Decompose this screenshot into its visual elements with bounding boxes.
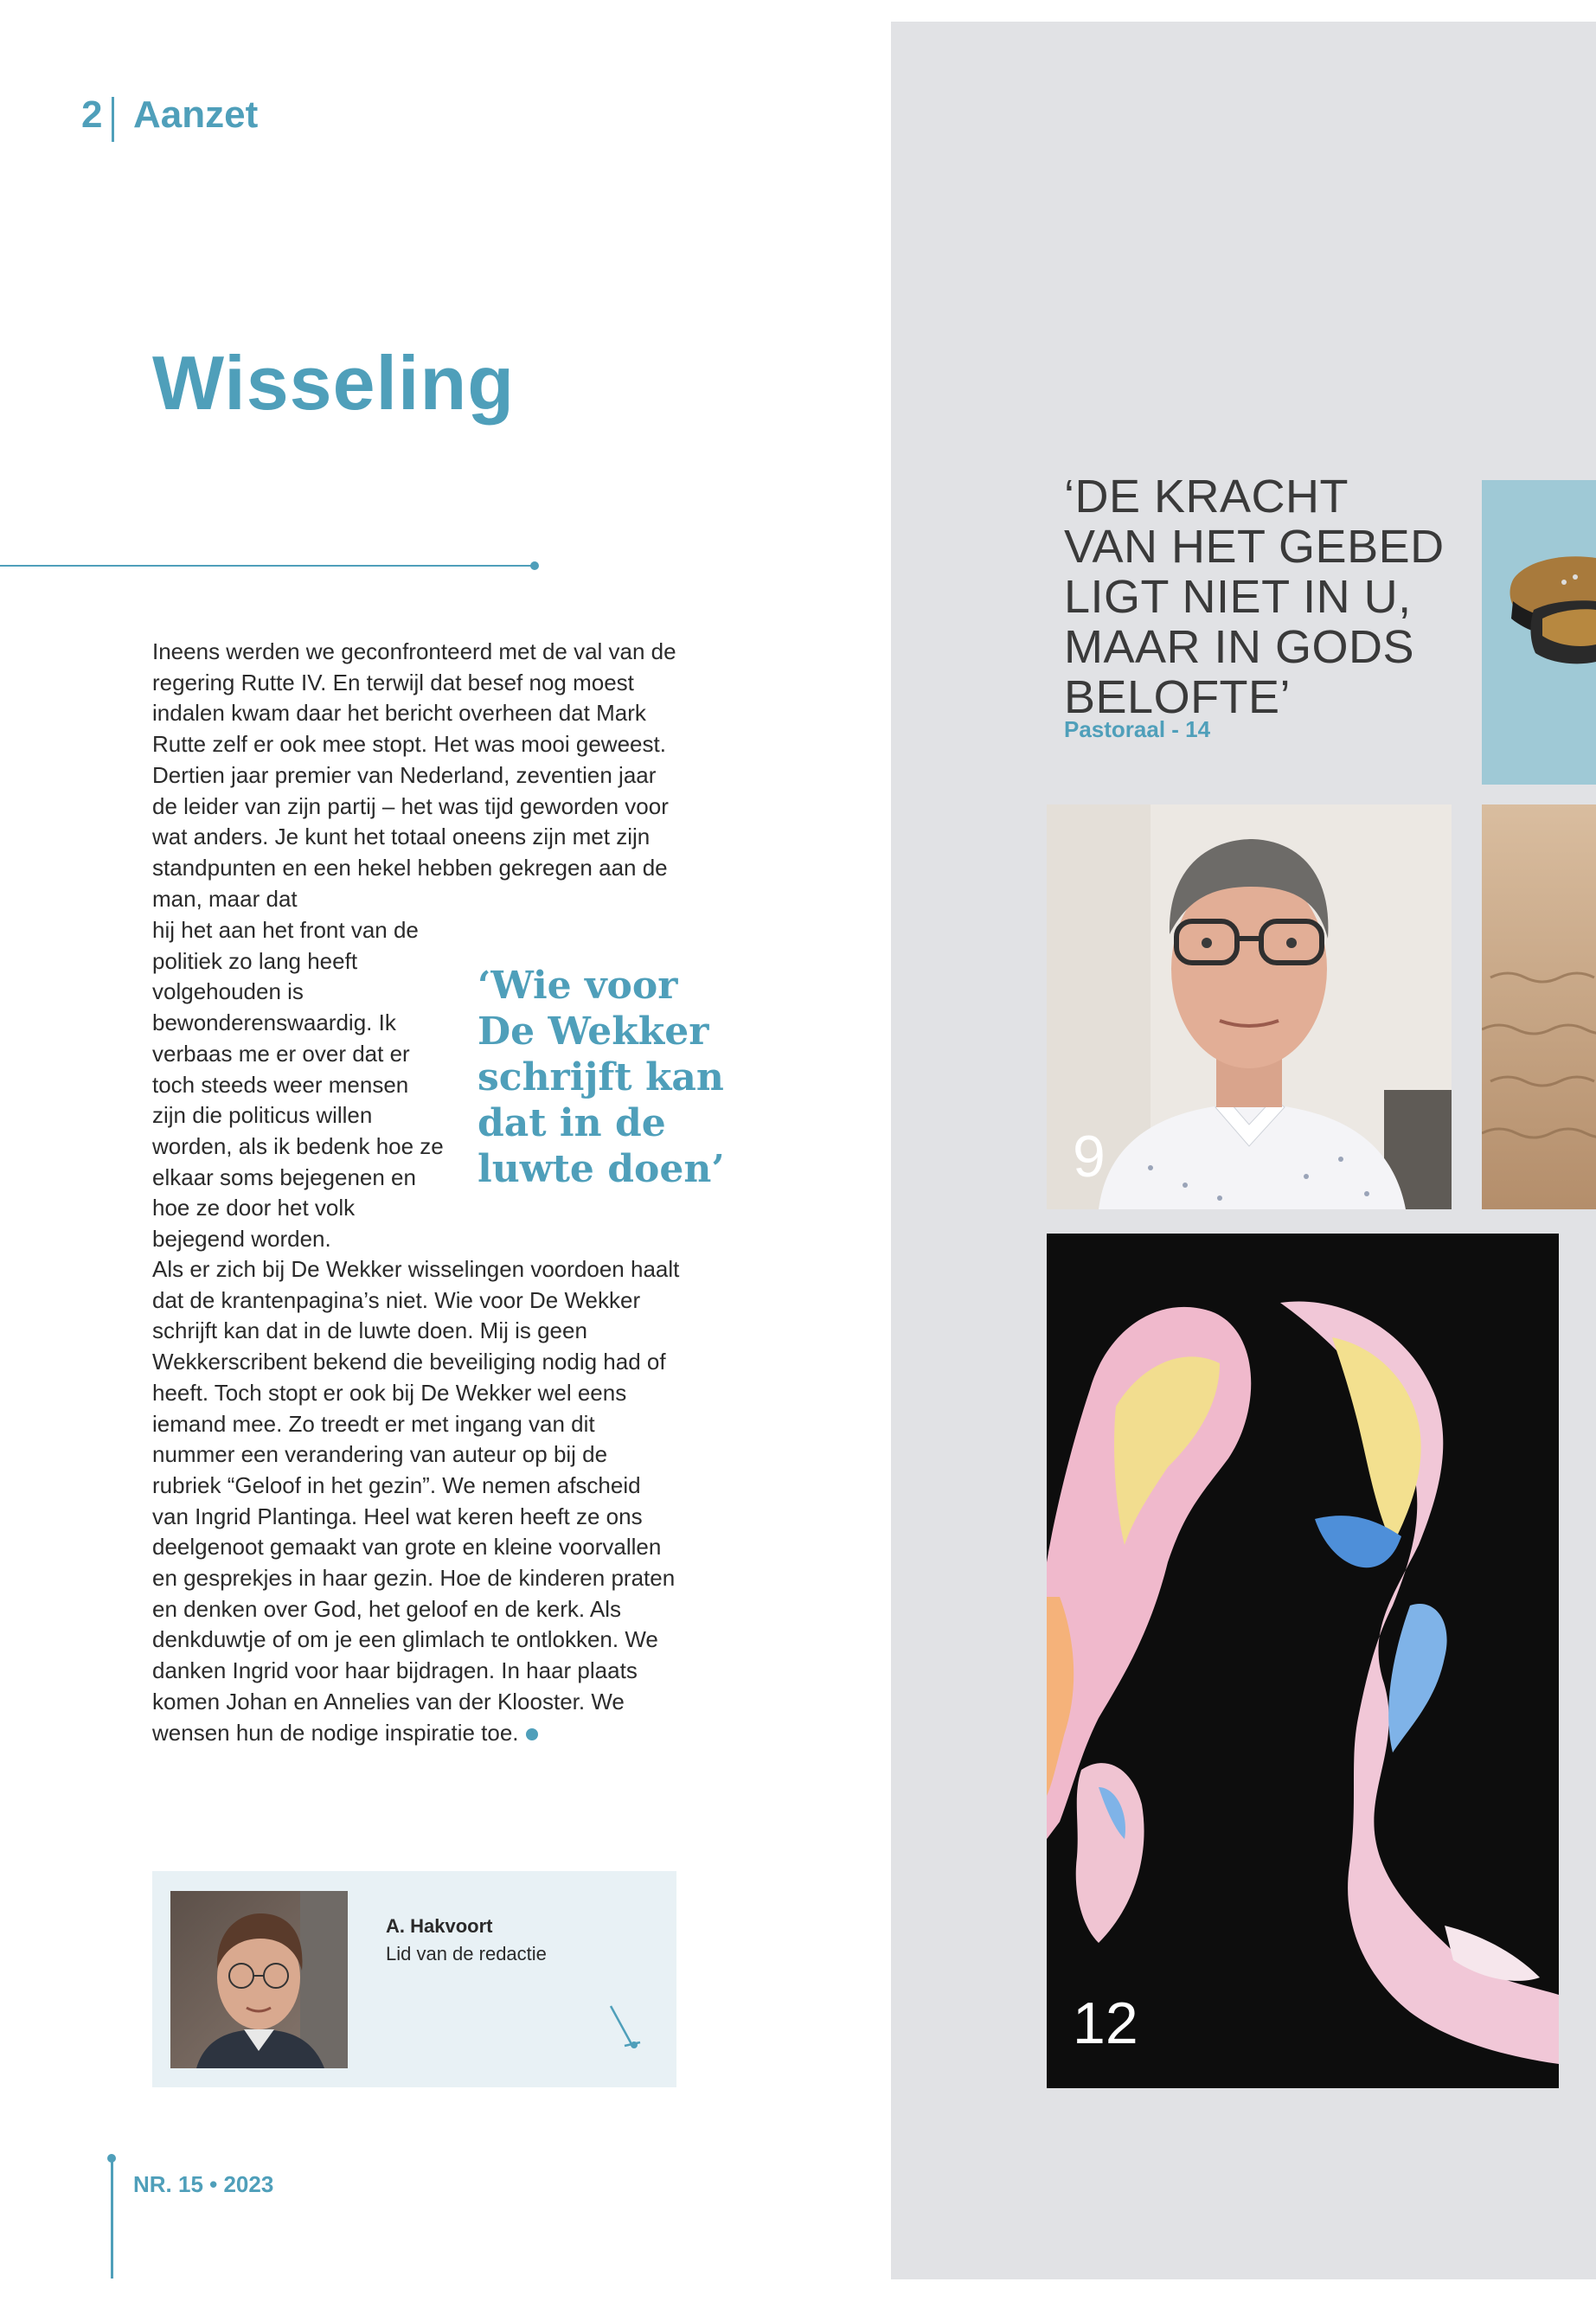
portrait-tile-page-number: 9: [1073, 1124, 1106, 1189]
article-paragraph-2: hij het aan het front van de politiek zo lang heeft volgehouden is bewonderenswaardig. Ik verbaas me er over dat er toch steeds weer mensen zijn die politicus willen worden, als ik bedenk hoe ze elkaar soms bejegenen en hoe ze door het volk bejegend worden.: [152, 917, 444, 1253]
article-title: Wisseling: [152, 340, 515, 426]
pull-quote: ‘Wie voor De Wekker schrijft kan dat in de luwte doen’: [478, 964, 725, 1191]
article-paragraph-3: [152, 1254, 680, 1748]
featured-quote-reference[interactable]: Pastoraal - 14: [1064, 716, 1211, 742]
shoes-image-tile[interactable]: [1482, 480, 1596, 785]
end-mark-icon: [526, 1728, 538, 1740]
article-paragraph-1: Ineens werden we geconfronteerd met de val van de regering Rutte IV. En terwijl dat besef nog moest indalen kwam daar het bericht overheen dat Mark Rutte zelf er ook mee stopt. Het was mooi geweest. Dertien jaar premier van Nederland, zeventien jaar de leider van zijn partij – het was tijd geworden voor wat anders. Je kunt het totaal oneens zijn met zijn standpunten en een hekel hebben gekregen aan de man, maar dat: [152, 638, 676, 912]
page-number: 2: [81, 93, 103, 136]
author-photo: [170, 1891, 348, 2068]
abstract-heads-image-tile[interactable]: [1047, 1234, 1559, 2088]
footer-rule: [111, 2157, 113, 2279]
art-tile-page-number: 12: [1073, 1990, 1138, 2056]
sand-image-tile[interactable]: [1482, 804, 1596, 1209]
title-rule-dot: [530, 561, 539, 570]
article-paragraph-3-text: Als er zich bij De Wekker wisselingen voordoen haalt dat de krantenpagina’s niet. Wie voor De Wekker schrijft kan dat in de luwte doen. Mij is geen Wekkerscribent bekend die beveiliging nodig had of heeft. Toch stopt er ook bij De Wekker wel eens iemand mee. Zo treedt er met ingang van dit nummer een verandering van auteur op bij de rubriek “Geloof in het gezin”. We nemen afscheid van Ingrid Plantinga. Heel wat keren heeft ze ons deelgenoot gemaakt van grote en kleine voorvallen en gesprekjes in haar gezin. Hoe de kinderen praten en denken over God, het geloof en de kerk. Als denkduwtje of om je een glimlach te ontlokken. We danken Ingrid voor haar bijdragen. In haar plaats komen Johan en Annelies van der Klooster. We wensen hun de nodige inspiratie toe.: [152, 1256, 680, 1746]
portrait-image-tile[interactable]: [1047, 804, 1452, 1209]
pen-icon: [606, 2003, 644, 2054]
footer-rule-dot: [107, 2154, 116, 2163]
issue-label: NR. 15 • 2023: [133, 2171, 274, 2197]
section-title: Aanzet: [133, 93, 259, 136]
page-number-divider: [112, 97, 114, 142]
featured-quote[interactable]: ‘DE KRACHT VAN HET GEBED LIGT NIET IN U, MAAR IN GODS BELOFTE’: [1064, 471, 1445, 723]
title-rule: [0, 565, 535, 567]
author-role: Lid van de redactie: [386, 1943, 547, 1965]
author-name: A. Hakvoort: [386, 1915, 493, 1937]
